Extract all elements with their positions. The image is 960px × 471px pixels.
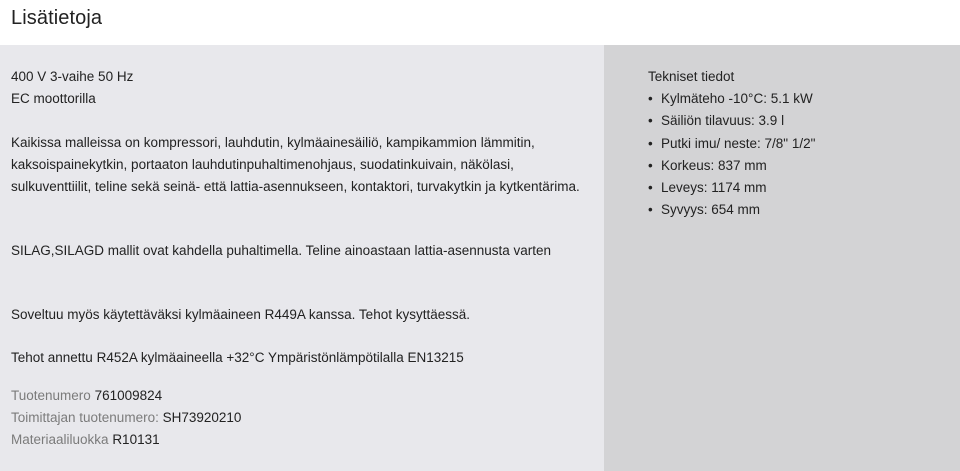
voltage-line: 400 V 3-vaihe 50 Hz [11,69,134,84]
spec-text: Kylmäteho -10°C: 5.1 kW [661,91,813,107]
motor-line: EC moottorilla [11,90,96,106]
material-class-value: R10131 [112,432,160,447]
material-class-row [11,429,160,451]
bullet-icon: • [648,113,653,129]
description-panel [0,45,604,471]
details-content [0,45,960,471]
power-note-text: Tehot annettu R452A kylmäaineella +32°C Ympäristönlämpötilalla EN13215 [11,350,464,365]
material-class-label: Materiaaliluokka [11,432,109,447]
page-header [0,0,960,45]
voltage-text [11,66,586,110]
bullet-icon: • [648,157,653,173]
spec-item-width [648,177,815,199]
spec-item-pipes [648,133,815,155]
spec-text: Leveys: 1174 mm [661,180,767,196]
spec-text: Säiliön tilavuus: 3.9 l [661,113,785,129]
supplier-number-value: SH73920210 [162,410,242,425]
product-number-label: Tuotenumero [11,388,91,403]
product-number-value: 761009824 [94,388,163,403]
spec-text: Korkeus: 837 mm [661,157,767,173]
specs-title: Tekniset tiedot [648,69,735,84]
spec-text: Putki imu/ neste: 7/8" 1/2" [661,135,816,151]
bullet-icon: • [648,180,653,196]
spec-text: Syvyys: 654 mm [661,202,761,218]
silag-text: SILAG,SILAGD mallit ovat kahdella puhaltimella. Teline ainoastaan lattia-asennusta varten [11,243,552,258]
bullet-icon: • [648,135,653,151]
specs-panel [604,45,960,471]
includes-text: Kaikissa malleissa on kompressori, lauhdutin, kylmäainesäiliö, kampikammion lämmitin, kaksoispainekytkin, portaaton lauhdutinpuhaltimenohjaus, suodatinkuivain, näkölasi, sulkuventtiilit, teline sekä seinä- että lattia-asennukseen, kontaktori, turvakytkin ja kytkentärima. [11,135,580,194]
spec-item-depth [648,199,815,221]
bullet-icon: • [648,202,653,218]
specs-list [648,88,815,221]
spec-item-cooling-capacity [648,88,815,110]
product-number-row [11,385,162,407]
bullet-icon: • [648,91,653,107]
refrigerant-text: Soveltuu myös käytettäväksi kylmäaineen R449A kanssa. Tehot kysyttäessä. [11,307,470,322]
spec-item-tank-volume [648,110,815,132]
page-title: Lisätietoja [11,7,103,29]
supplier-number-row [11,407,241,429]
technical-specs [648,66,815,221]
supplier-number-label: Toimittajan tuotenumero: [11,410,159,425]
spec-item-height [648,155,815,177]
